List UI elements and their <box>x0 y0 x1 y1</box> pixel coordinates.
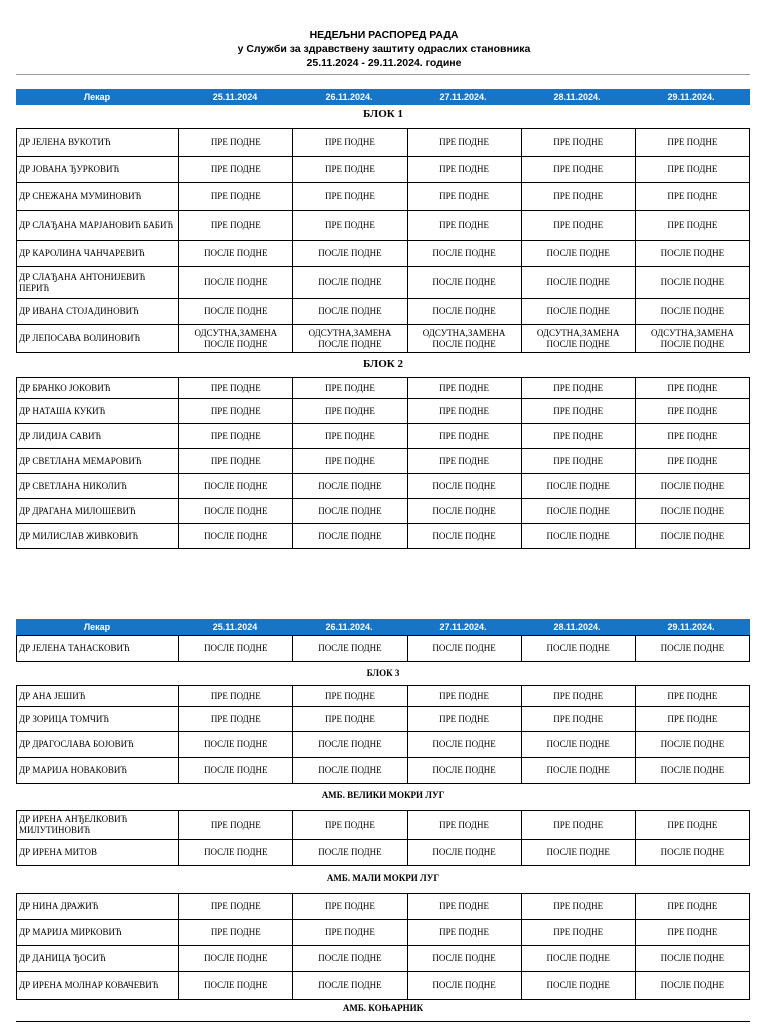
table-header-2 <box>16 619 750 635</box>
shift-cell: ПОСЛЕ ПОДНЕ <box>293 732 407 758</box>
shift-cell: ПРЕ ПОДНЕ <box>635 894 749 920</box>
shift-cell: ПРЕ ПОДНЕ <box>635 811 749 840</box>
shift-cell: ПОСЛЕ ПОДНЕ <box>407 840 521 866</box>
doctor-name-cell: ДР ИРЕНА АНЂЕЛКОВИЋ МИЛУТИНОВИЋ <box>17 811 179 840</box>
shift-cell: ПРЕ ПОДНЕ <box>635 211 749 241</box>
table-row <box>17 636 750 662</box>
doctor-name-cell: ДР МАРИЈА НОВАКОВИЋ <box>17 758 179 784</box>
doctor-name-cell: ДР НИНА ДРАЖИЋ <box>17 894 179 920</box>
shift-cell: ПОСЛЕ ПОДНЕ <box>293 840 407 866</box>
table-row <box>17 946 750 972</box>
shift-cell: ПРЕ ПОДНЕ <box>635 707 749 732</box>
shift-cell: ПРЕ ПОДНЕ <box>407 686 521 707</box>
table-row <box>17 686 750 707</box>
header-date-3: 27.11.2024. <box>439 92 487 102</box>
shift-cell: ПРЕ ПОДНЕ <box>635 686 749 707</box>
shift-cell: ПОСЛЕ ПОДНЕ <box>521 241 635 267</box>
shift-cell: ПРЕ ПОДНЕ <box>521 183 635 211</box>
shift-cell: ПОСЛЕ ПОДНЕ <box>179 758 293 784</box>
shift-cell: ПОСЛЕ ПОДНЕ <box>179 299 293 325</box>
shift-cell: ПРЕ ПОДНЕ <box>407 211 521 241</box>
shift-cell: ПОСЛЕ ПОДНЕ <box>521 499 635 524</box>
shift-cell: ПОСЛЕ ПОДНЕ <box>407 972 521 1000</box>
shift-cell: ПРЕ ПОДНЕ <box>521 707 635 732</box>
doctor-name-cell: ДР СЛАЂАНА МАРЈАНОВИЋ БАБИЋ <box>17 211 179 241</box>
header-date-5: 29.11.2024. <box>667 92 715 102</box>
doctor-name-cell: ДР МАРИЈА МИРКОВИЋ <box>17 920 179 946</box>
shift-cell: ПОСЛЕ ПОДНЕ <box>521 732 635 758</box>
shift-cell: ПРЕ ПОДНЕ <box>407 920 521 946</box>
table-edge <box>16 1021 750 1022</box>
header-date-5: 29.11.2024. <box>667 622 715 632</box>
shift-cell: ПОСЛЕ ПОДНЕ <box>293 267 407 299</box>
shift-cell: ПРЕ ПОДНЕ <box>293 686 407 707</box>
table-row <box>17 707 750 732</box>
shift-cell: ПОСЛЕ ПОДНЕ <box>179 732 293 758</box>
shift-cell: ПОСЛЕ ПОДНЕ <box>635 636 749 662</box>
shift-cell: ПОСЛЕ ПОДНЕ <box>407 499 521 524</box>
shift-cell: ПОСЛЕ ПОДНЕ <box>407 732 521 758</box>
shift-cell: ПРЕ ПОДНЕ <box>521 920 635 946</box>
doctor-name-cell: ДР ДРАГОСЛАВА БОЈОВИЋ <box>17 732 179 758</box>
doctor-name-cell: ДР БРАНКО ЈОКОВИЋ <box>17 378 179 399</box>
doctor-name-cell: ДР ЛЕПОСАВА ВОЛИНОВИЋ <box>17 325 179 353</box>
shift-cell: ПОСЛЕ ПОДНЕ <box>179 636 293 662</box>
shift-cell: ПРЕ ПОДНЕ <box>179 129 293 157</box>
doctor-name-cell: ДР ЗОРИЦА ТОМЧИЋ <box>17 707 179 732</box>
shift-cell: ПОСЛЕ ПОДНЕ <box>293 946 407 972</box>
shift-cell: ПОСЛЕ ПОДНЕ <box>407 636 521 662</box>
doctor-name-cell: ДР СВЕТЛАНА НИКОЛИЋ <box>17 474 179 499</box>
shift-cell: ПРЕ ПОДНЕ <box>521 157 635 183</box>
shift-cell: ПРЕ ПОДНЕ <box>293 920 407 946</box>
table-row <box>17 299 750 325</box>
table-row <box>17 399 750 424</box>
shift-cell: ПРЕ ПОДНЕ <box>407 449 521 474</box>
shift-cell: ПРЕ ПОДНЕ <box>635 183 749 211</box>
shift-cell: ПОСЛЕ ПОДНЕ <box>293 972 407 1000</box>
shift-cell: ПРЕ ПОДНЕ <box>407 707 521 732</box>
schedule-table-blok1 <box>16 128 750 353</box>
section-title-blok1: БЛОК 1 <box>363 108 403 120</box>
shift-cell: ПРЕ ПОДНЕ <box>521 378 635 399</box>
doctor-name-cell: ДР НАТАША КУКИЋ <box>17 399 179 424</box>
shift-cell: ПРЕ ПОДНЕ <box>293 894 407 920</box>
shift-cell: ПОСЛЕ ПОДНЕ <box>635 267 749 299</box>
shift-cell: ПОСЛЕ ПОДНЕ <box>179 474 293 499</box>
shift-cell: ПРЕ ПОДНЕ <box>179 424 293 449</box>
shift-cell: ПОСЛЕ ПОДНЕ <box>293 241 407 267</box>
doctor-name-cell: ДР АНА ЈЕШИЋ <box>17 686 179 707</box>
shift-cell: ПОСЛЕ ПОДНЕ <box>635 241 749 267</box>
doctor-name-cell: ДР ЛИДИЈА САВИЋ <box>17 424 179 449</box>
shift-cell: ПРЕ ПОДНЕ <box>521 129 635 157</box>
shift-cell: ПРЕ ПОДНЕ <box>521 811 635 840</box>
shift-cell: ПОСЛЕ ПОДНЕ <box>635 299 749 325</box>
shift-cell: ОДСУТНА,ЗАМЕНА ПОСЛЕ ПОДНЕ <box>179 325 293 353</box>
table-row <box>17 183 750 211</box>
shift-cell: ПРЕ ПОДНЕ <box>293 707 407 732</box>
shift-cell: ПРЕ ПОДНЕ <box>635 129 749 157</box>
section-title-amb-mali: АМБ. МАЛИ МОКРИ ЛУГ <box>326 873 440 883</box>
header-date-4: 28.11.2024. <box>553 622 601 632</box>
shift-cell: ПРЕ ПОДНЕ <box>407 378 521 399</box>
shift-cell: ПРЕ ПОДНЕ <box>179 686 293 707</box>
shift-cell: ПРЕ ПОДНЕ <box>293 399 407 424</box>
shift-cell: ПРЕ ПОДНЕ <box>179 449 293 474</box>
document-title: НЕДЕЉНИ РАСПОРЕД РАДА <box>309 29 459 41</box>
doctor-name-cell: ДР СНЕЖАНА МУМИНОВИЋ <box>17 183 179 211</box>
shift-cell: ПОСЛЕ ПОДНЕ <box>179 524 293 549</box>
shift-cell: ПРЕ ПОДНЕ <box>635 378 749 399</box>
doctor-name-cell: ДР МИЛИСЛАВ ЖИВКОВИЋ <box>17 524 179 549</box>
shift-cell: ПРЕ ПОДНЕ <box>521 211 635 241</box>
shift-cell: ПРЕ ПОДНЕ <box>179 920 293 946</box>
header-date-3: 27.11.2024. <box>439 622 487 632</box>
shift-cell: ПРЕ ПОДНЕ <box>407 811 521 840</box>
shift-cell: ПОСЛЕ ПОДНЕ <box>179 499 293 524</box>
shift-cell: ПОСЛЕ ПОДНЕ <box>521 524 635 549</box>
shift-cell: ПРЕ ПОДНЕ <box>293 157 407 183</box>
shift-cell: ПРЕ ПОДНЕ <box>179 157 293 183</box>
schedule-table-top2 <box>16 635 750 662</box>
shift-cell: ПОСЛЕ ПОДНЕ <box>407 524 521 549</box>
table-header <box>16 89 750 105</box>
shift-cell: ПОСЛЕ ПОДНЕ <box>635 840 749 866</box>
shift-cell: ПРЕ ПОДНЕ <box>293 449 407 474</box>
table-row <box>17 449 750 474</box>
title-divider <box>16 74 750 75</box>
shift-cell: ПОСЛЕ ПОДНЕ <box>293 758 407 784</box>
shift-cell: ПОСЛЕ ПОДНЕ <box>293 499 407 524</box>
header-date-1: 25.11.2024 <box>212 622 258 632</box>
shift-cell: ПРЕ ПОДНЕ <box>635 920 749 946</box>
shift-cell: ПРЕ ПОДНЕ <box>521 424 635 449</box>
doctor-name-cell: ДР ИВАНА СТОЈАДИНОВИЋ <box>17 299 179 325</box>
shift-cell: ПОСЛЕ ПОДНЕ <box>521 946 635 972</box>
header-date-1: 25.11.2024 <box>212 92 258 102</box>
schedule-table-amb-mali <box>16 893 750 1000</box>
table-row <box>17 920 750 946</box>
header-doctor: Лекар <box>83 622 111 632</box>
table-row <box>17 424 750 449</box>
header-date-2: 26.11.2024. <box>325 92 373 102</box>
table-row <box>17 840 750 866</box>
shift-cell: ПОСЛЕ ПОДНЕ <box>521 299 635 325</box>
doctor-name-cell: ДР ДРАГАНА МИЛОШЕВИЋ <box>17 499 179 524</box>
table-row <box>17 241 750 267</box>
schedule-table-amb-veliki <box>16 810 750 866</box>
shift-cell: ПОСЛЕ ПОДНЕ <box>179 267 293 299</box>
shift-cell: ПРЕ ПОДНЕ <box>179 378 293 399</box>
table-row <box>17 378 750 399</box>
shift-cell: ПОСЛЕ ПОДНЕ <box>635 758 749 784</box>
shift-cell: ПОСЛЕ ПОДНЕ <box>635 474 749 499</box>
table-row <box>17 157 750 183</box>
table-row <box>17 474 750 499</box>
shift-cell: ПРЕ ПОДНЕ <box>635 449 749 474</box>
table-row <box>17 894 750 920</box>
shift-cell: ПРЕ ПОДНЕ <box>293 183 407 211</box>
shift-cell: ПРЕ ПОДНЕ <box>407 424 521 449</box>
shift-cell: ПРЕ ПОДНЕ <box>407 157 521 183</box>
table-row <box>17 325 750 353</box>
shift-cell: ПРЕ ПОДНЕ <box>407 399 521 424</box>
shift-cell: ОДСУТНА,ЗАМЕНА ПОСЛЕ ПОДНЕ <box>521 325 635 353</box>
shift-cell: ПОСЛЕ ПОДНЕ <box>179 972 293 1000</box>
shift-cell: ПРЕ ПОДНЕ <box>179 399 293 424</box>
header-doctor: Лекар <box>83 92 111 102</box>
table-row <box>17 732 750 758</box>
doctor-name-cell: ДР ЈОВАНА ЂУРКОВИЋ <box>17 157 179 183</box>
table-row <box>17 211 750 241</box>
header-date-2: 26.11.2024. <box>325 622 373 632</box>
shift-cell: ПОСЛЕ ПОДНЕ <box>635 732 749 758</box>
shift-cell: ПОСЛЕ ПОДНЕ <box>293 636 407 662</box>
shift-cell: ПРЕ ПОДНЕ <box>521 894 635 920</box>
header-date-4: 28.11.2024. <box>553 92 601 102</box>
doctor-name-cell: ДР ЈЕЛЕНА ТАНАСКОВИЋ <box>17 636 179 662</box>
doctor-name-cell: ДР ИРЕНА МИТОВ <box>17 840 179 866</box>
shift-cell: ПОСЛЕ ПОДНЕ <box>521 267 635 299</box>
shift-cell: ОДСУТНА,ЗАМЕНА ПОСЛЕ ПОДНЕ <box>635 325 749 353</box>
table-row <box>17 524 750 549</box>
shift-cell: ПОСЛЕ ПОДНЕ <box>293 474 407 499</box>
schedule-table-blok2 <box>16 377 750 549</box>
shift-cell: ПОСЛЕ ПОДНЕ <box>521 758 635 784</box>
table-row <box>17 129 750 157</box>
table-row <box>17 267 750 299</box>
shift-cell: ПОСЛЕ ПОДНЕ <box>521 972 635 1000</box>
shift-cell: ПРЕ ПОДНЕ <box>179 894 293 920</box>
shift-cell: ПРЕ ПОДНЕ <box>407 894 521 920</box>
section-title-blok3: БЛОК 3 <box>366 668 400 678</box>
shift-cell: ПОСЛЕ ПОДНЕ <box>521 840 635 866</box>
shift-cell: ПОСЛЕ ПОДНЕ <box>179 946 293 972</box>
shift-cell: ПОСЛЕ ПОДНЕ <box>635 499 749 524</box>
shift-cell: ПРЕ ПОДНЕ <box>179 811 293 840</box>
shift-cell: ПРЕ ПОДНЕ <box>521 399 635 424</box>
shift-cell: ПОСЛЕ ПОДНЕ <box>407 241 521 267</box>
shift-cell: ПОСЛЕ ПОДНЕ <box>521 474 635 499</box>
shift-cell: ПРЕ ПОДНЕ <box>293 811 407 840</box>
section-title-blok2: БЛОК 2 <box>363 358 403 370</box>
shift-cell: ПРЕ ПОДНЕ <box>179 707 293 732</box>
shift-cell: ОДСУТНА,ЗАМЕНА ПОСЛЕ ПОДНЕ <box>293 325 407 353</box>
shift-cell: ПОСЛЕ ПОДНЕ <box>635 972 749 1000</box>
shift-cell: ПОСЛЕ ПОДНЕ <box>407 299 521 325</box>
doctor-name-cell: ДР КАРОЛИНА ЧАНЧАРЕВИЋ <box>17 241 179 267</box>
doctor-name-cell: ДР СВЕТЛАНА МЕМАРОВИЋ <box>17 449 179 474</box>
shift-cell: ПРЕ ПОДНЕ <box>179 211 293 241</box>
document-period: 25.11.2024 - 29.11.2024. године <box>306 57 462 69</box>
shift-cell: ПОСЛЕ ПОДНЕ <box>635 524 749 549</box>
shift-cell: ПРЕ ПОДНЕ <box>635 424 749 449</box>
doctor-name-cell: ДР ЈЕЛЕНА ВУКОТИЋ <box>17 129 179 157</box>
shift-cell: ПОСЛЕ ПОДНЕ <box>179 241 293 267</box>
shift-cell: ПОСЛЕ ПОДНЕ <box>293 299 407 325</box>
section-title-amb-veliki: АМБ. ВЕЛИКИ МОКРИ ЛУГ <box>321 790 445 800</box>
doctor-name-cell: ДР ДАНИЦА ЂОСИЋ <box>17 946 179 972</box>
shift-cell: ПРЕ ПОДНЕ <box>521 686 635 707</box>
shift-cell: ПОСЛЕ ПОДНЕ <box>179 840 293 866</box>
shift-cell: ПОСЛЕ ПОДНЕ <box>407 758 521 784</box>
schedule-table-blok3 <box>16 685 750 784</box>
shift-cell: ПРЕ ПОДНЕ <box>293 211 407 241</box>
shift-cell: ПОСЛЕ ПОДНЕ <box>635 946 749 972</box>
shift-cell: ПРЕ ПОДНЕ <box>635 157 749 183</box>
table-row <box>17 972 750 1000</box>
document-subtitle: у Служби за здравствену заштиту одраслих становника <box>237 43 531 55</box>
section-title-amb-konjarnik: АМБ. КОЊАРНИК <box>342 1003 424 1013</box>
shift-cell: ПОСЛЕ ПОДНЕ <box>407 267 521 299</box>
table-row <box>17 758 750 784</box>
shift-cell: ПОСЛЕ ПОДНЕ <box>407 946 521 972</box>
shift-cell: ПОСЛЕ ПОДНЕ <box>521 636 635 662</box>
shift-cell: ПРЕ ПОДНЕ <box>293 129 407 157</box>
shift-cell: ПРЕ ПОДНЕ <box>635 399 749 424</box>
table-row <box>17 499 750 524</box>
shift-cell: ПРЕ ПОДНЕ <box>407 183 521 211</box>
shift-cell: ПОСЛЕ ПОДНЕ <box>293 524 407 549</box>
shift-cell: ПРЕ ПОДНЕ <box>293 424 407 449</box>
shift-cell: ПРЕ ПОДНЕ <box>293 378 407 399</box>
shift-cell: ПРЕ ПОДНЕ <box>521 449 635 474</box>
doctor-name-cell: ДР ИРЕНА МОЛНАР КОВАЧЕВИЋ <box>17 972 179 1000</box>
shift-cell: ПРЕ ПОДНЕ <box>407 129 521 157</box>
shift-cell: ПРЕ ПОДНЕ <box>179 183 293 211</box>
shift-cell: ПОСЛЕ ПОДНЕ <box>407 474 521 499</box>
table-row <box>17 811 750 840</box>
shift-cell: ОДСУТНА,ЗАМЕНА ПОСЛЕ ПОДНЕ <box>407 325 521 353</box>
doctor-name-cell: ДР СЛАЂАНА АНТОНИЈЕВИЋ ПЕРИЋ <box>17 267 179 299</box>
